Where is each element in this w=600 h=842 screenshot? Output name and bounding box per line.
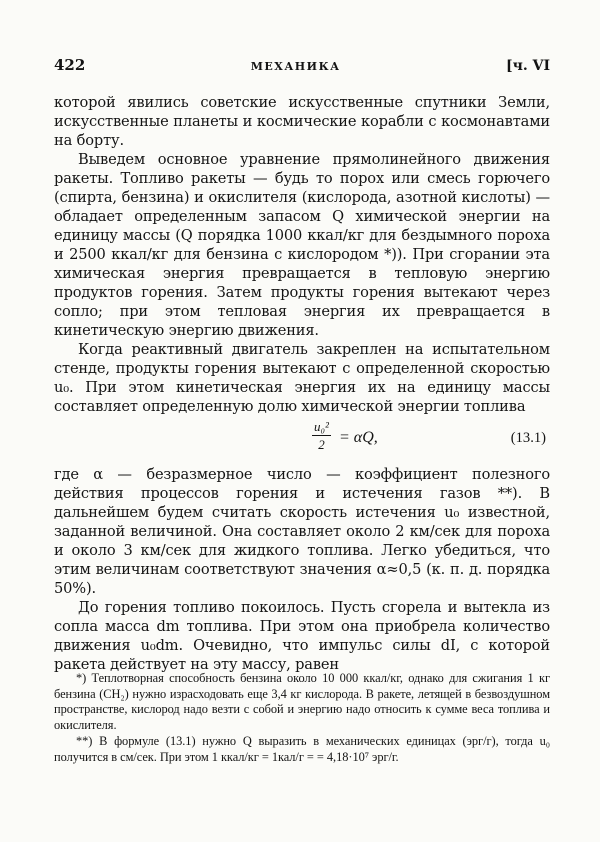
paragraph-1: которой явились советские искусственные спутники Земли, искусственные планеты и космические корабли с космонавтами на борту. <box>54 94 550 149</box>
page-header <box>54 56 550 78</box>
equation-rhs: = αQ, <box>339 429 378 446</box>
running-title: МЕХАНИКА <box>250 60 341 73</box>
page-number: 422 <box>54 56 86 74</box>
paragraph-5: До горения топливо покоилось. Пусть сгорела и вытекла из сопла масса dm топлива. При этом она приобрела количество движения u₀dm. Очевидно, что импульс силы dI, с которой ракета действует на эту массу, равен <box>54 599 550 673</box>
equation-fraction <box>312 418 331 453</box>
paragraph-4: где α — безразмерное число — коэффициент полезного действия процессов горения и истечения газов **). В дальнейшем будем считать скорость истечения u₀ известной, заданной величиной. Она составляет около 2 км/сек для пороха и около 3 км/сек для жидкого топлива. Легко убедиться, что этим величинам соответствуют значения α≈0,5 (к. п. д. порядка 50%). <box>54 466 550 597</box>
fraction-numerator: u₀² <box>314 419 329 434</box>
footnote-2: **) В формуле (13.1) нужно Q выразить в механических единицах (эрг/г), тогда u₀ получится в см/сек. При этом 1 ккал/кг = 1кал/г = = 4,18·10⁷ эрг/г. <box>54 734 550 764</box>
footnote-1: *) Теплотворная способность бензина около 10 000 ккал/кг, однако для сжигания 1 кг бензина (CH₂) нужно израсходовать еще 3,4 кг кислорода. В ракете, летящей в безвоздушном пространстве, кислород надо везти с собой и энергию надо относить к сумме веса топлива и окислителя. <box>54 671 550 732</box>
equation-13-1 <box>54 418 550 462</box>
paragraph-3: Когда реактивный двигатель закреплен на испытательном стенде, продукты горения вытекают с определенной скоростью u₀. При этом кинетическая энергия их на единицу массы составляет определенную долю химической энергии топлива <box>54 341 550 415</box>
footnotes <box>54 671 550 765</box>
main-text <box>54 93 550 674</box>
equation-number: (13.1) <box>510 430 546 446</box>
chapter-marker: [ч. VI <box>505 58 550 74</box>
paragraph-2: Выведем основное уравнение прямолинейного движения ракеты. Топливо ракеты — будь то порох или смесь горючего (спирта, бензина) и окислителя (кислорода, азотной кислоты) — обладает определенным запасом Q химической энергии на единицу массы (Q порядка 1000 ккал/кг для бездымного пороха и 2500 ккал/кг для бензина с кислородом *)). При сгорании эта химическая энергия превращается в тепловую энергию продуктов горения. Затем продукты горения вытекают через сопло; при этом тепловая энергия их превращается в кинетическую энергию движения. <box>54 151 550 339</box>
fraction-denominator: 2 <box>318 437 325 452</box>
